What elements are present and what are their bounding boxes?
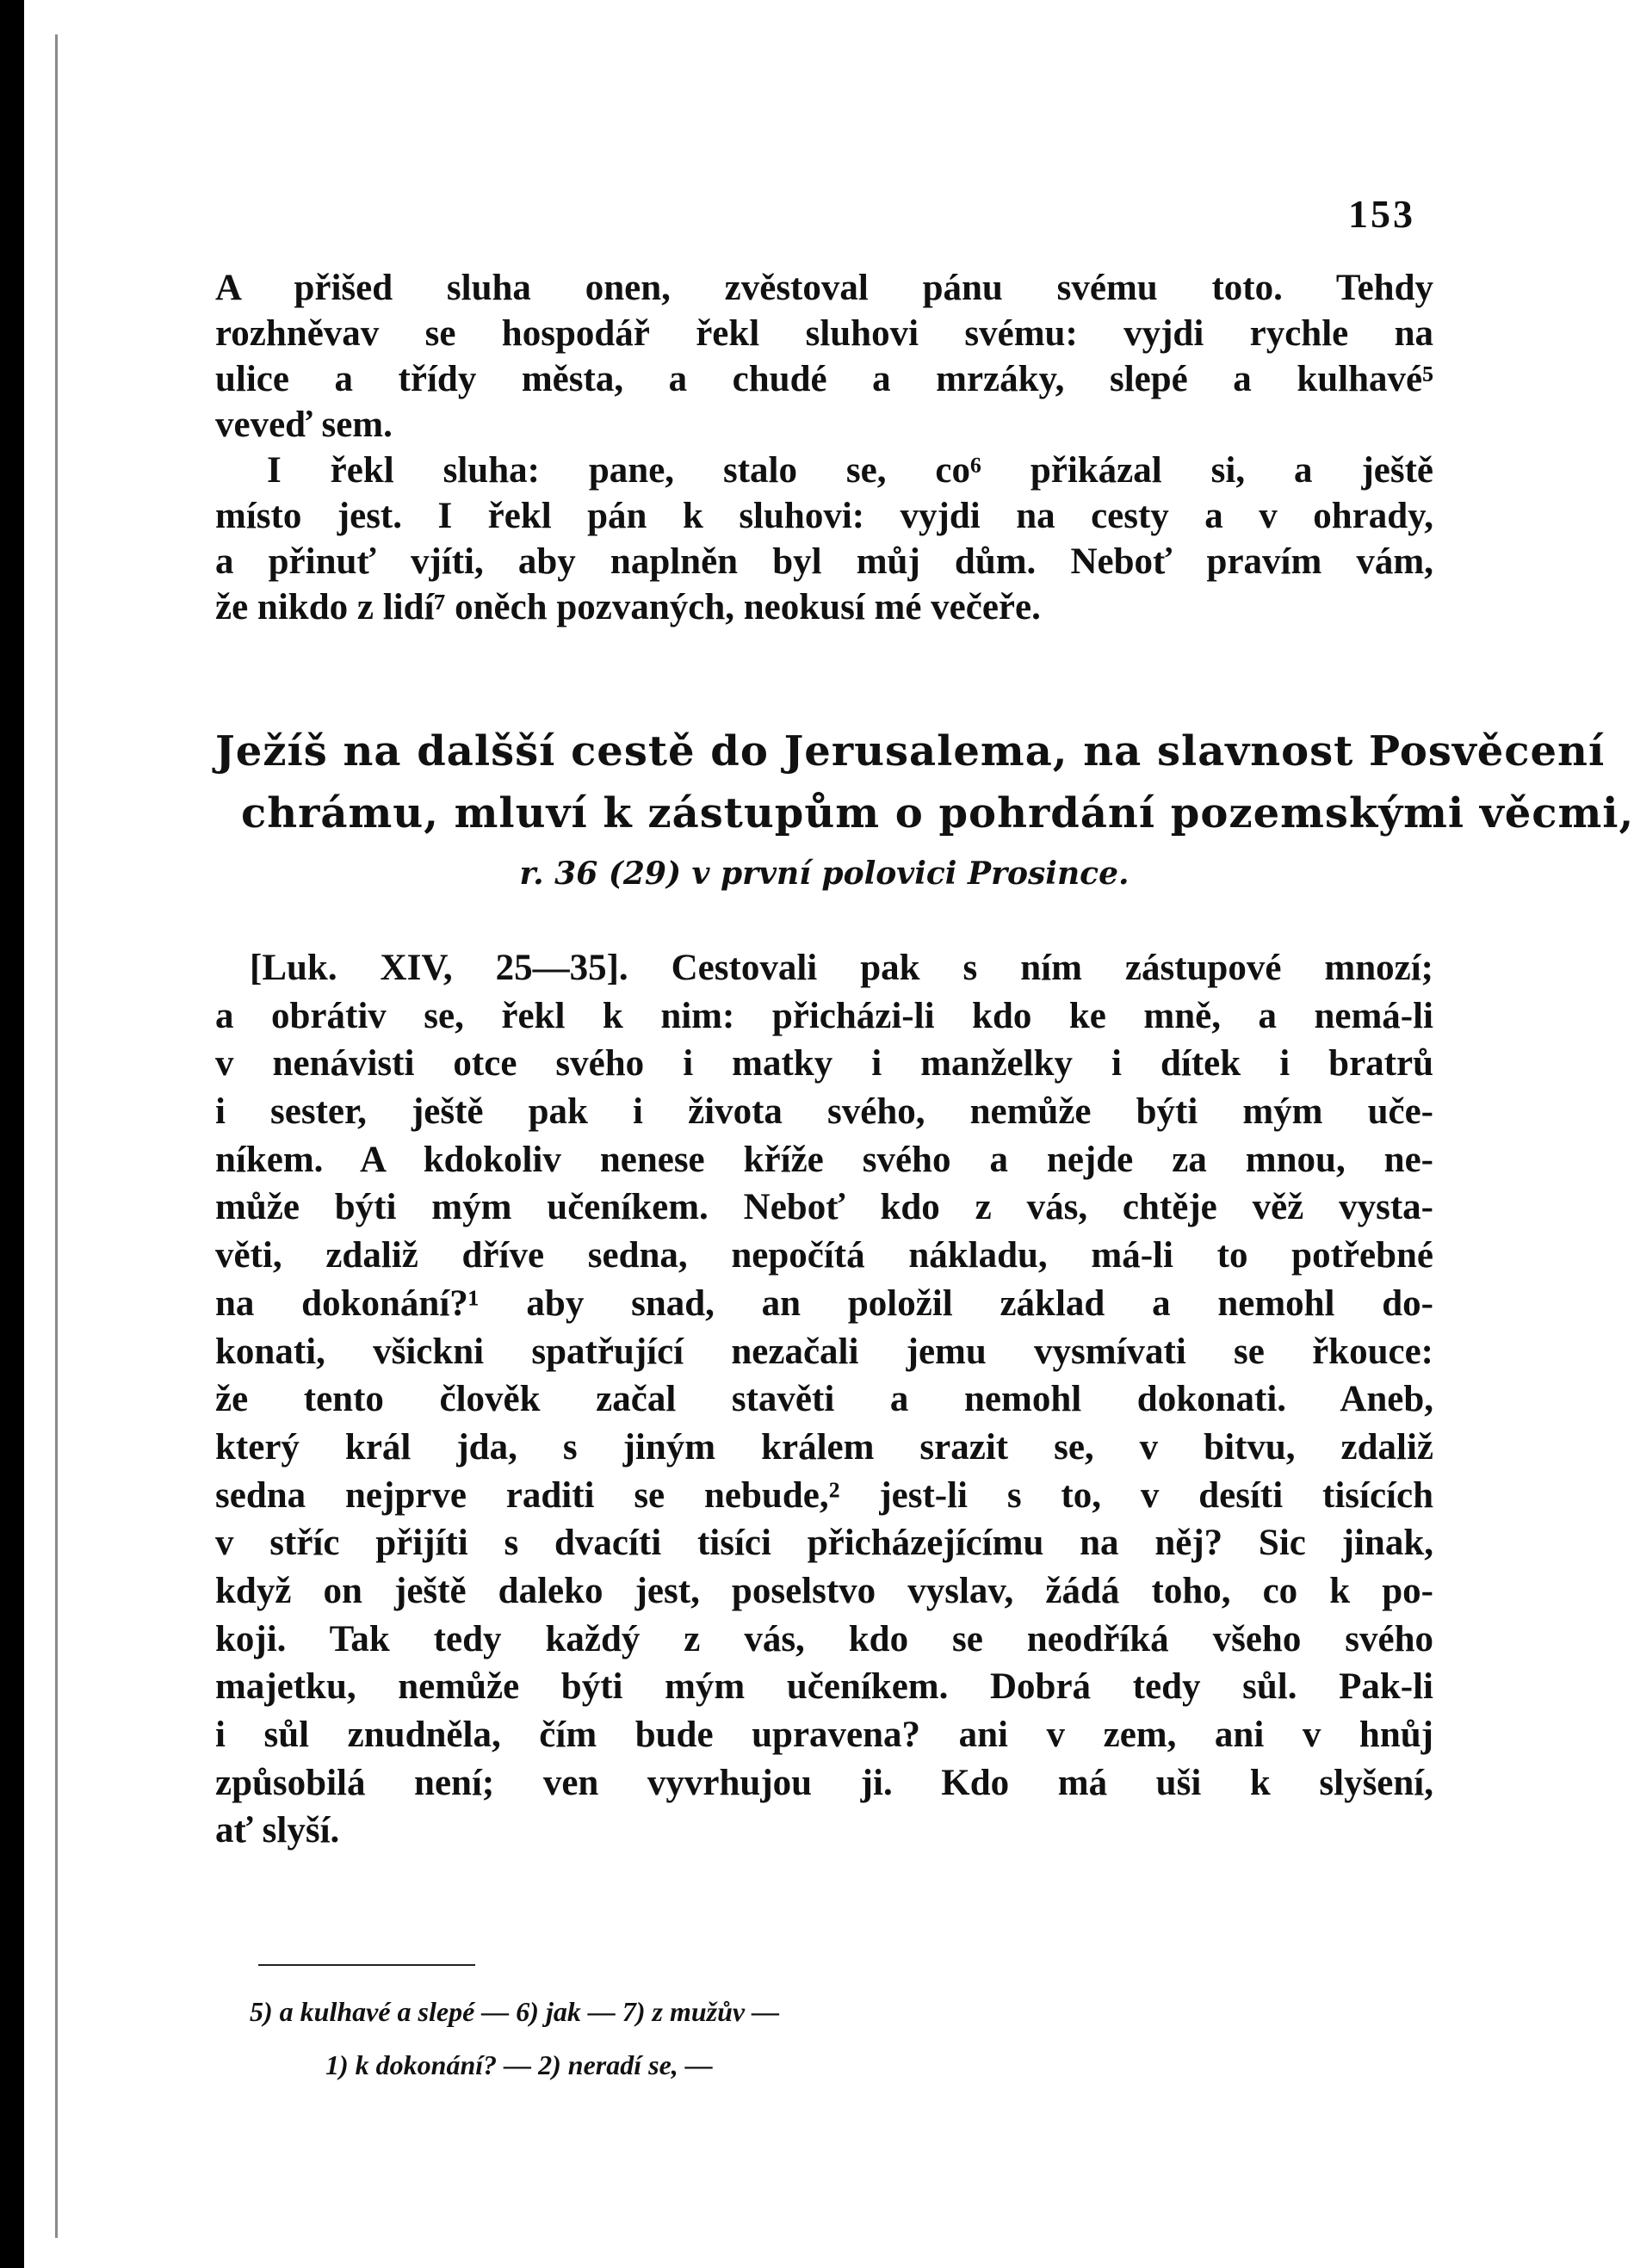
heading-line-1: Ježíš na dalšší cestě do Jerusalema, na slavnost Posvěcení: [215, 727, 1606, 776]
text-line: sedna nejprve raditi se nebude,² jest-li s to, v desíti tisících: [215, 1474, 1433, 1516]
text-line: koji. Tak tedy každý z vás, kdo se neodříká všeho svého: [215, 1618, 1433, 1659]
heading-subtitle: r. 36 (29) v první polovici Prosince.: [519, 856, 1130, 892]
footnote-divider: [258, 1964, 475, 1966]
paragraph-luke-14: [215, 944, 1433, 1855]
text-line: místo jest. I řekl pán k sluhovi: vyjdi na cesty a v ohrady,: [215, 496, 1433, 536]
text-line: i sester, ještě pak i života svého, nemůže býti mým uče-: [215, 1091, 1433, 1133]
text-line: i sůl znudněla, čím bude upravena? ani v zem, ani v hnůj: [215, 1715, 1433, 1755]
page-number: 153: [1348, 192, 1415, 236]
footnote-line-2: 1) k dokonání? — 2) neradí se, —: [325, 2049, 713, 2080]
paragraph-parable-ending: [215, 265, 1433, 630]
book-page: [24, 0, 1634, 2268]
text-line: A přišed sluha onen, zvěstoval pánu svému toto. Tehdy: [215, 268, 1433, 308]
text-line: na dokonání?¹ aby snad, an položil základ a nemohl do-: [215, 1282, 1433, 1324]
text-line: způsobilá není; ven vyvrhujou ji. Kdo má uši k slyšení,: [215, 1762, 1433, 1803]
text-line: níkem. A kdokoliv nenese kříže svého a nejde za mnou, ne-: [215, 1139, 1433, 1180]
footnote-line-1: 5) a kulhavé a slepé — 6) jak — 7) z mužův —: [250, 1996, 780, 2027]
text-line: v nenávisti otce svého i matky i manželky i dítek i bratrů: [215, 1043, 1433, 1085]
text-line: může býti mým učeníkem. Neboť kdo z vás, chtěje věž vysta-: [215, 1187, 1433, 1228]
text-line: a přinuť vjíti, aby naplněn byl můj dům. Neboť pravím vám,: [215, 541, 1433, 582]
page-fold-shadow: [55, 34, 58, 2238]
text-line: věti, zdaliž dříve sedna, nepočítá nákladu, má-li to potřebné: [215, 1235, 1433, 1276]
text-line: rozhněvav se hospodář řekl sluhovi svému: vyjdi rychle na: [215, 313, 1433, 354]
footnotes: [250, 1985, 779, 2092]
text-line: který král jda, s jiným králem srazit se, v bitvu, zdaliž: [215, 1426, 1433, 1468]
scan-border: [0, 0, 24, 2268]
text-line: že nikdo z lidí⁷ oněch pozvaných, neokusí mé večeře.: [215, 587, 1041, 627]
text-line: ulice a třídy města, a chudé a mrzáky, slepé a kulhavé⁵: [215, 359, 1433, 399]
text-line: ať slyší.: [215, 1810, 340, 1851]
text-line: konati, všickni spatřující nezačali jemu vysmívati se řkouce:: [215, 1331, 1433, 1372]
text-line: majetku, nemůže býti mým učeníkem. Dobrá tedy sůl. Pak-li: [215, 1666, 1433, 1708]
text-line: že tento člověk začal stavěti a nemohl dokonati. Aneb,: [215, 1379, 1433, 1420]
text-line: a obrátiv se, řekl k nim: přicházi-li kdo ke mně, a nemá-li: [215, 995, 1433, 1036]
text-line: I řekl sluha: pane, stalo se, co⁶ přikázal si, a ještě: [267, 450, 1433, 491]
text-line: veveď sem.: [215, 405, 393, 445]
section-heading: [215, 720, 1634, 896]
text-line: když on ještě daleko jest, poselstvo vyslav, žádá toho, co k po-: [215, 1570, 1433, 1611]
text-line: [Luk. XIV, 25—35]. Cestovali pak s ním zástupové mnozí;: [250, 948, 1433, 988]
text-line: v stříc přijíti s dvacíti tisíci přicházejícímu na něj? Sic jinak,: [215, 1523, 1433, 1564]
heading-line-2: chrámu, mluví k zástupům o pohrdání pozemskými věcmi,: [241, 789, 1634, 837]
